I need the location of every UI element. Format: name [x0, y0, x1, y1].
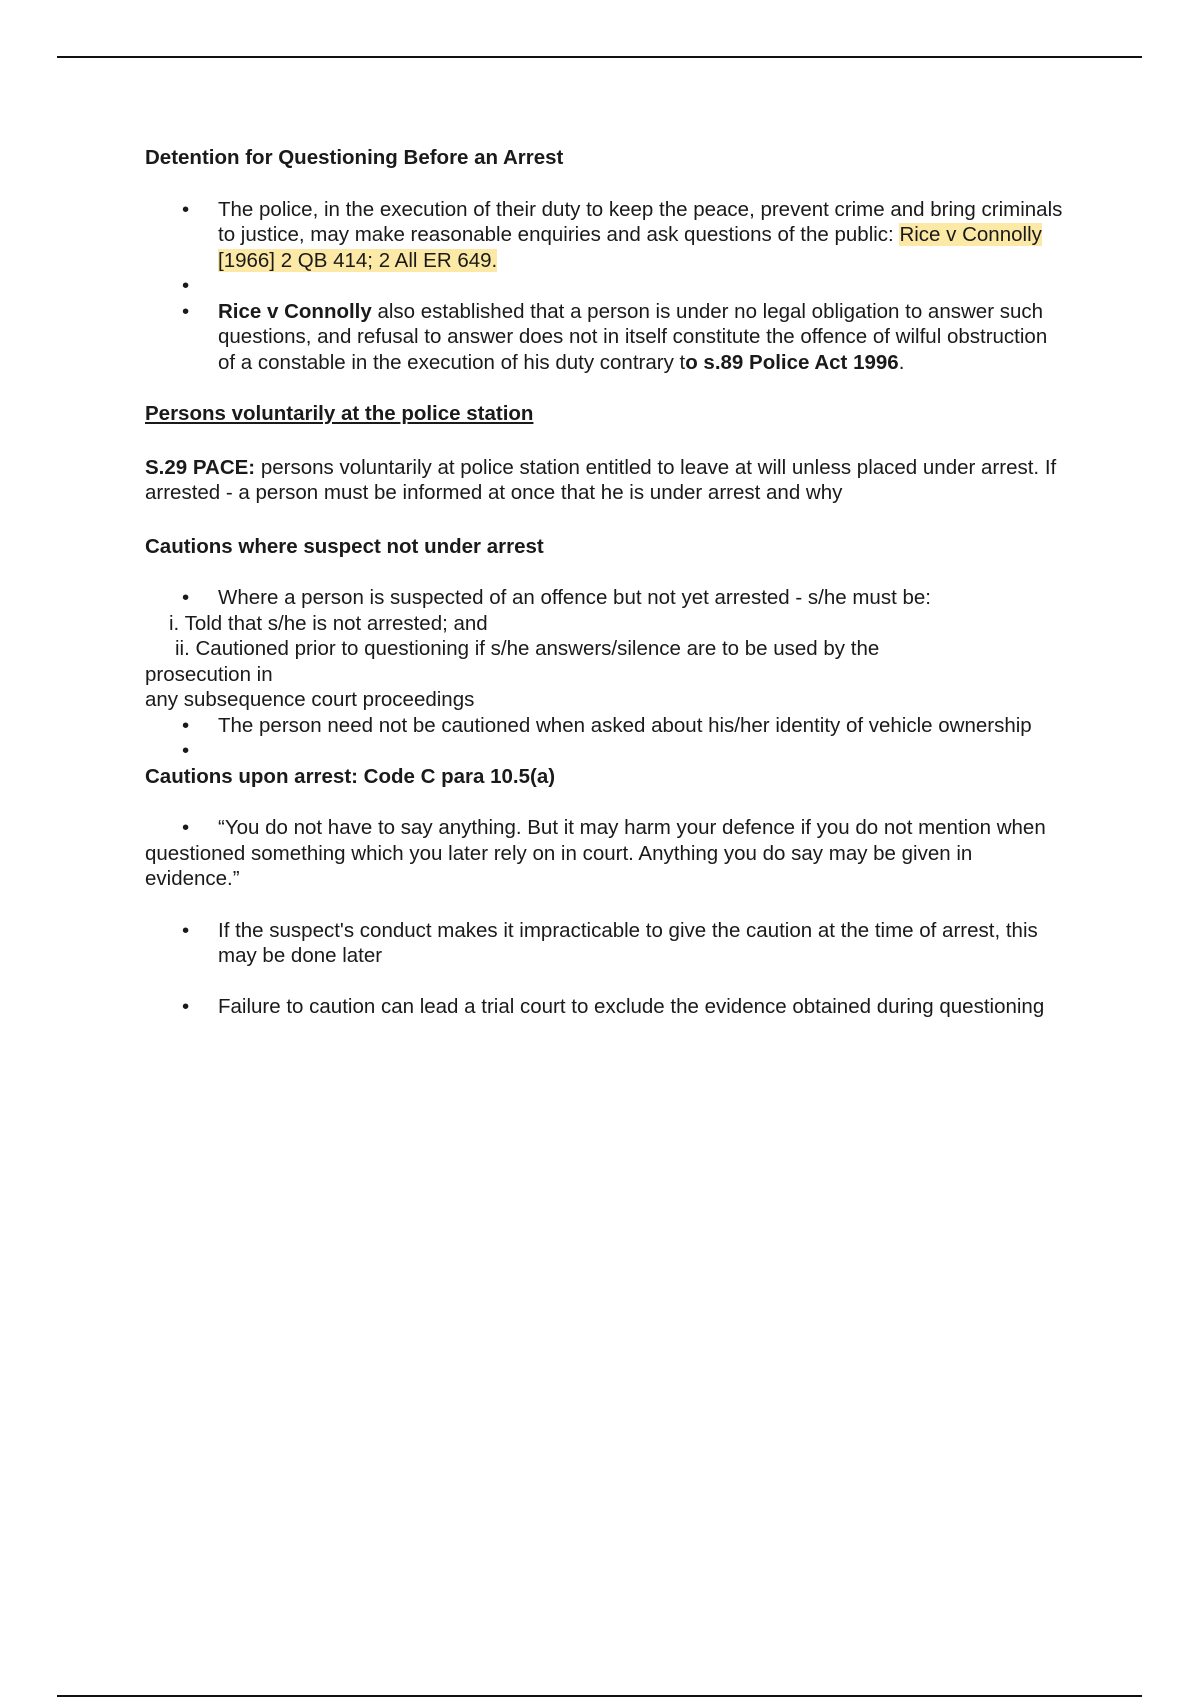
numbered-item-ii-continued-2: any subsequence court proceedings: [145, 688, 475, 711]
pace-text: persons voluntarily at police station entitled to leave at will unless placed under arrest. If arrested - a person must be informed at once that he is under arrest and why: [145, 455, 1057, 504]
heading-detention: Detention for Questioning Before an Arrest: [145, 146, 564, 169]
pace-paragraph: [145, 455, 1065, 506]
list-item: [145, 197, 1065, 274]
list-item: • If the suspect's conduct makes it impracticable to give the caution at the time of arrest, this may be done later: [145, 918, 1065, 969]
list-item: • Where a person is suspected of an offence but not yet arrested - s/he must be:: [145, 585, 1065, 611]
bullet-text: The police, in the execution of their duty to keep the peace, prevent crime and bring criminals to justice, may make reasonable enquiries and ask questions of the public:: [218, 197, 1063, 246]
header-rule: [57, 56, 1142, 58]
empty-list-item: [145, 273, 1065, 299]
list-item: • Failure to caution can lead a trial court to exclude the evidence obtained during questioning: [145, 994, 1065, 1020]
numbered-item-i: i. Told that s/he is not arrested; and: [169, 611, 488, 635]
bullet-text: also established that a person is under no legal obligation to answer such questions, and refusal to answer does not in itself constitute the offence of wilful obstruction of a constable in the execution of his duty contrary t: [218, 299, 1048, 374]
document-body: [145, 145, 1065, 1019]
numbered-item-ii-continued: prosecution in: [145, 662, 273, 686]
arrest-caution-list: [145, 815, 1065, 841]
cautions-bullet-list: [145, 585, 1065, 611]
heading-voluntary-attendance: Persons voluntarily at the police station: [145, 402, 534, 425]
numbered-item-ii: ii. Cautioned prior to questioning if s/he answers/silence are to be used by the: [175, 637, 880, 660]
case-citation-highlight: Rice v Connolly [1966] 2 QB 414; 2 All ER 649.: [218, 223, 1042, 272]
arrest-caution-list-3: [145, 994, 1065, 1020]
cautions-bullet-list-2: [145, 713, 1065, 764]
period: .: [898, 350, 905, 374]
caution-quote-continued: questioned something which you later rely on in court. Anything you do say may be given in evidence.”: [145, 841, 973, 890]
empty-list-item: [145, 738, 1065, 764]
list-item: • The person need not be cautioned when asked about his/her identity of vehicle ownership: [145, 713, 1065, 739]
list-item: [145, 299, 1065, 376]
heading-cautions-upon-arrest: Cautions upon arrest: Code C para 10.5(a): [145, 764, 556, 788]
pace-label: S.29 PACE:: [145, 455, 256, 479]
caution-quote-item: • “You do not have to say anything. But it may harm your defence if you do not mention when: [145, 815, 1065, 841]
case-name: Rice v Connolly: [218, 299, 372, 323]
footer-rule: [57, 1695, 1142, 1697]
statute-reference: o s.89 Police Act 1996: [685, 350, 899, 374]
detention-bullet-list: [145, 197, 1065, 376]
arrest-caution-list-2: [145, 918, 1065, 969]
heading-cautions-not-arrested: Cautions where suspect not under arrest: [145, 534, 544, 558]
